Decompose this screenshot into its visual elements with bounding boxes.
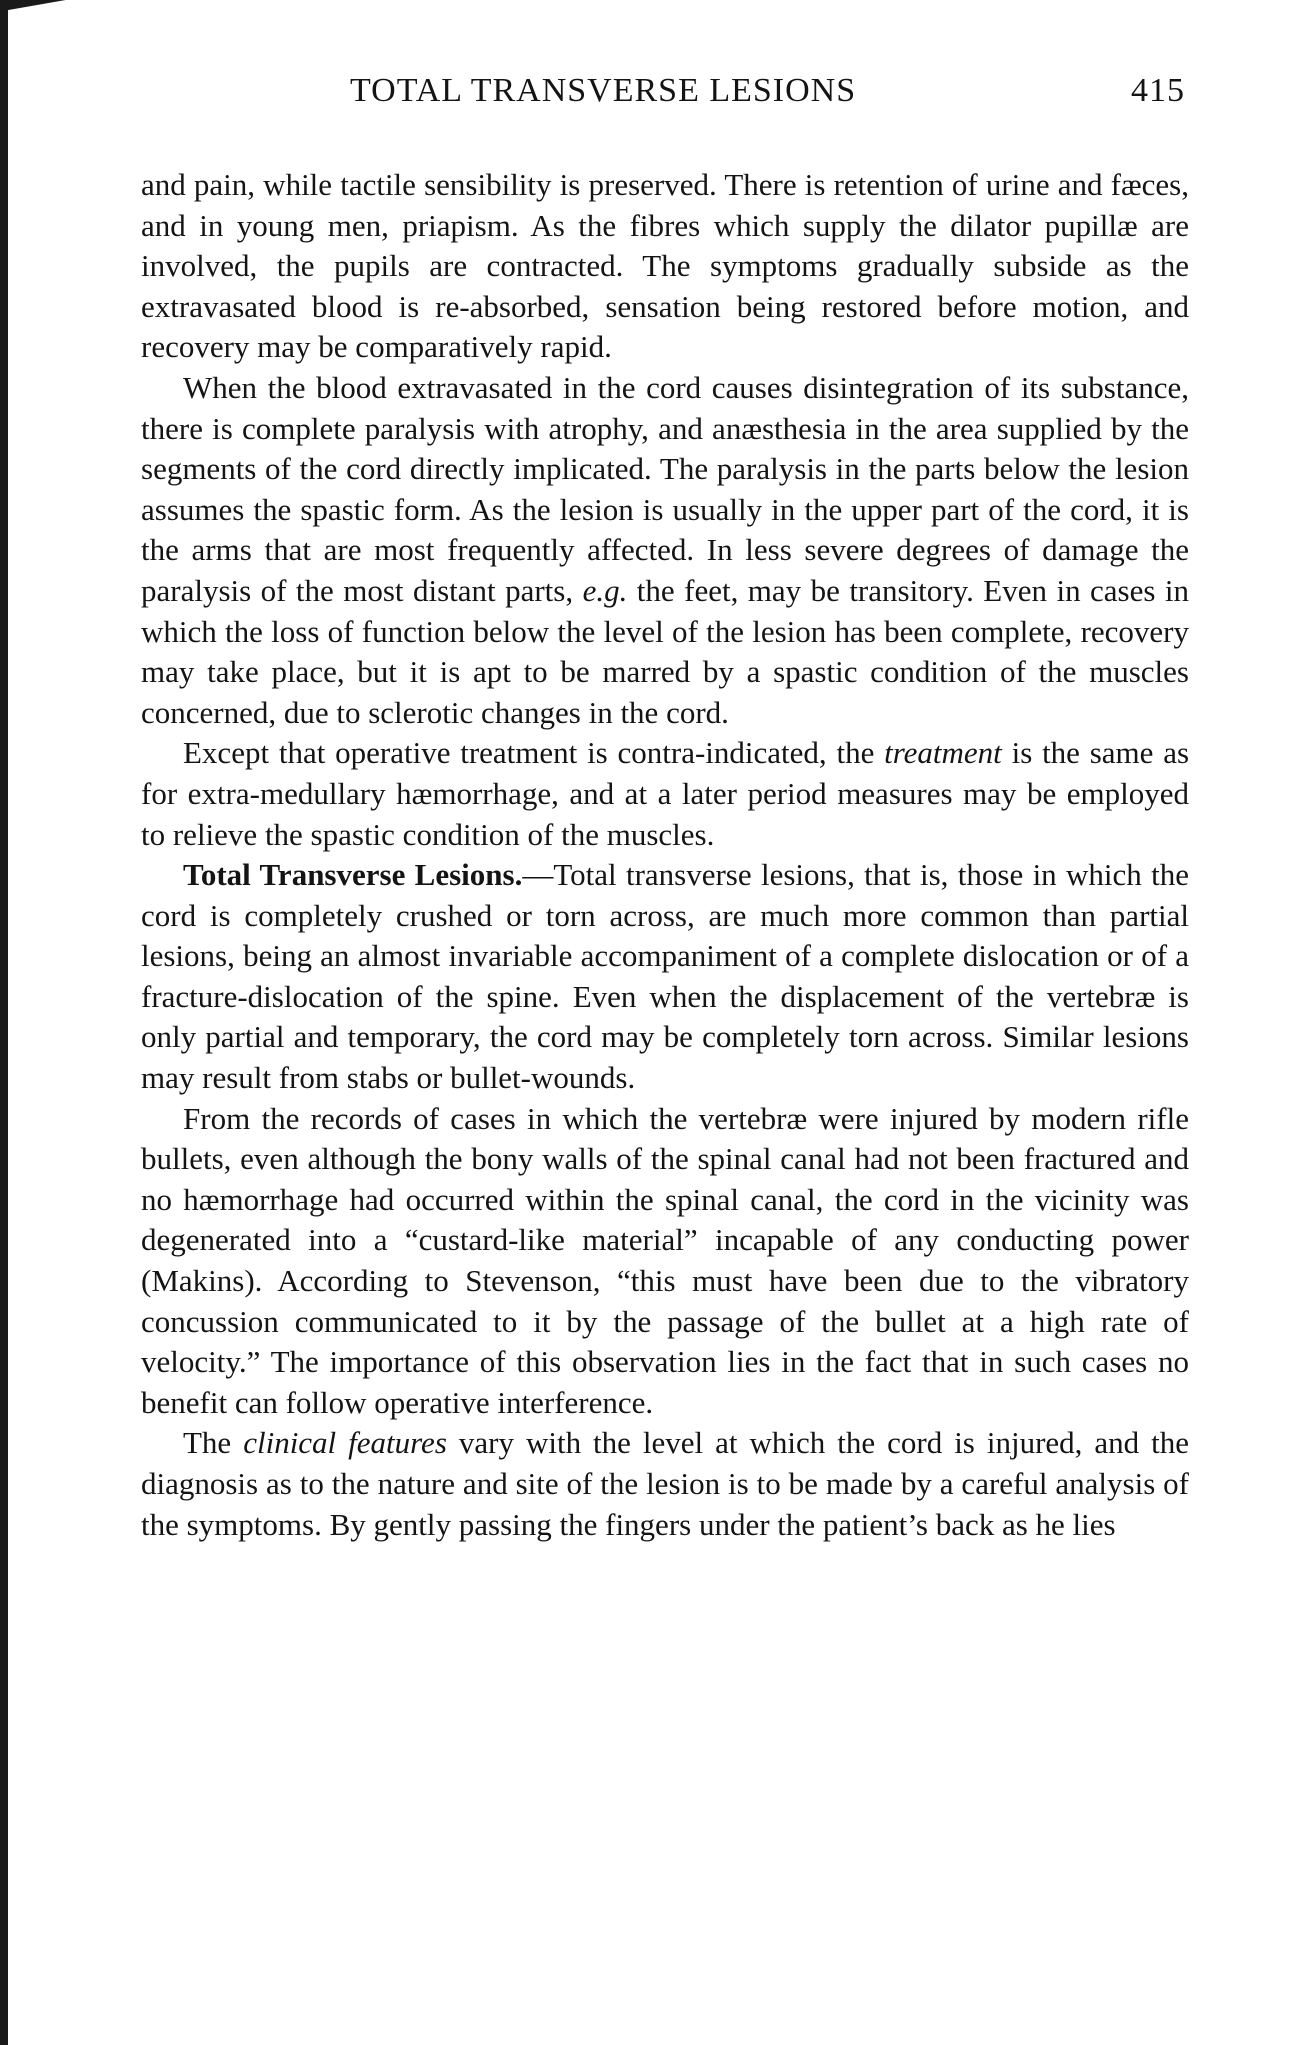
page-number: 415: [1131, 72, 1185, 109]
paragraph-5-text: From the records of cases in which the vertebræ were injured by modern rifle bullets, even although the bony walls of the spinal canal had not been fractured and no hæmorrhage had occurred within the spinal canal, the cord in the vicinity was degenerated into a “custard-like material” incapable of any conducting power (Makins). According to Stevenson, “this must have been due to the vibratory concussion communicated to it by the passage of the bullet at a high rate of velocity.” The importance of this observation lies in the fact that in such cases no benefit can follow operative interference.: [141, 1100, 1189, 1420]
paragraph-6-text-after: vary with the level at which the cord is injured, and the diagnosis as to the nature and site of the lesion is to be made by a careful analysis of the symptoms. By gently passing the fingers under the patient’s back as he lies: [141, 1425, 1190, 1542]
page-binding-edge: [0, 0, 8, 2045]
paragraph-1-text: and pain, while tactile sensibility is preserved. There is retention of urine and fæces, and in young men, priapism. As the fibres which supply the dilator pupillæ are involved, the pupils are contracted. The symptoms gradually subside as the extravasated blood is re-absorbed, sensation being restored before motion, and recovery may be comparatively rapid.: [141, 167, 1189, 365]
paragraph-4-text: —Total transverse lesions, that is, those in which the cord is completely crushed or torn across, are much more common than partial lesions, being an almost invariable accompaniment of a complete dislocation or of a fracture-dislocation of the spine. Even when the displacement of the vertebræ is only partial and temporary, the cord may be completely torn across. Similar lesions may result from stabs or bullet-wounds.: [141, 857, 1189, 1096]
paragraph-5: [141, 1099, 1189, 1424]
page-header: [350, 72, 1185, 122]
paragraph-3: [141, 733, 1189, 855]
paragraph-2: [141, 368, 1189, 733]
paragraph-2-italic: e.g.: [582, 572, 628, 608]
paragraph-6-italic: clinical features: [243, 1425, 447, 1461]
paragraph-3-italic: treatment: [884, 735, 1002, 771]
paragraph-3-text-before: Except that operative treatment is contra-indicated, the: [183, 735, 875, 771]
paragraph-4: [141, 855, 1189, 1099]
paragraph-2-text-after: the feet, may be transitory. Even in cases in which the loss of function below the level of the lesion has been complete, recovery may take place, but it is apt to be marred by a spastic condition of the muscles concerned, due to sclerotic changes in the cord.: [141, 572, 1189, 730]
paragraph-6: [141, 1423, 1189, 1545]
section-heading: Total Transverse Lesions.: [183, 857, 523, 893]
page-binding-corner: [0, 0, 80, 14]
paragraph-2-text: When the blood extravasated in the cord causes disintegration of its substance, there is complete paralysis with atrophy, and anæsthesia in the area supplied by the segments of the cord directly implicated. The paralysis in the parts below the lesion assumes the spastic form. As the lesion is usually in the upper part of the cord, it is the arms that are most frequently affected. In less severe degrees of damage the paralysis of the most distant parts,: [141, 369, 1189, 608]
paragraph-3-text-after: is the same as for extra-medullary hæmorrhage, and at a later period measures may be employed to relieve the spastic condition of the muscles.: [141, 735, 1190, 852]
paragraph-1: [141, 165, 1189, 368]
running-head: TOTAL TRANSVERSE LESIONS: [350, 72, 857, 109]
paragraph-6-text-before: The: [183, 1425, 232, 1461]
body-text: [141, 165, 1189, 1545]
